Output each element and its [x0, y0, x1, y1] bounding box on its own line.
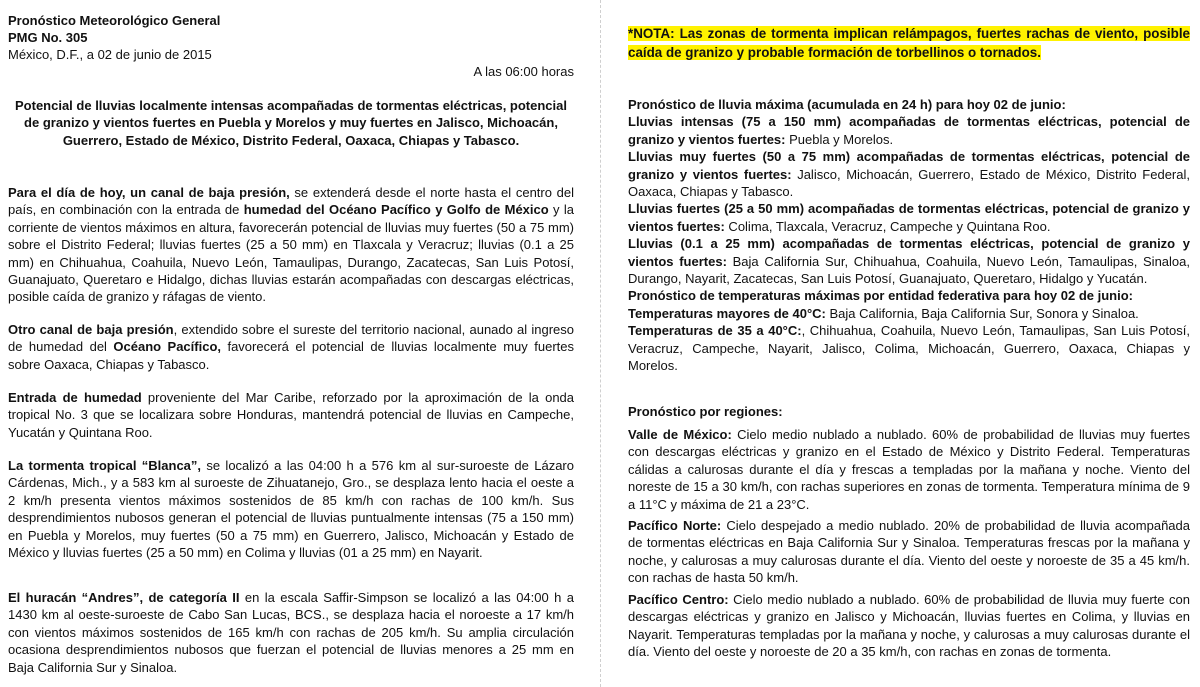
- paragraph-text: se extenderá desde el norte hasta el centro del país, en combinación con la entrada de: [8, 185, 574, 218]
- paragraph-text: , extendido sobre el sureste del territorio nacional, aunado al ingreso de humedad del: [8, 322, 575, 355]
- paragraph-text: y la corriente de vientos máximos en altura, favorecerán potencial de lluvias muy fuertes (50 a 75 mm) sobre el Distrito Federal; lluvias fuertes (25 a 50 mm) en Tlaxcala y Veracruz; lluvias (0.1 a 25 mm) en Chihuahua, Coahuila, Nuevo León, Tamaulipas, Durango, Zacatecas, San Luis Potosí, Guanajuato, Queretaro e Hidalgo, dichas lluvias estarán acompañadas con descargas eléctricas, posible caída de granizo y ráfagas de viento.: [8, 202, 575, 305]
- paragraph-text: proveniente del Mar Caribe, reforzado por la aproximación de la onda tropical No. 3 que se localizara sobre Honduras, mantendrá potencial de lluvias en Campeche, Yucatán y Quintana Roo.: [8, 390, 575, 440]
- regions-section: [628, 403, 1190, 420]
- region-pacifico-norte: Pacífico Norte: Cielo despejado a medio nublado. 20% de probabilidad de lluvia acompañada de tormentas eléctricas en Baja California Sur y Sinaloa. Temperaturas frescas por la mañana y noche, y calurosas a muy calurosas durante el día. Viento del oeste y noroeste de 35 a 45 km/h. con rachas de hasta 50 km/h.: [628, 518, 1190, 586]
- paragraph-lead: La tormenta tropical “Blanca”,: [8, 458, 202, 473]
- paragraph-emphasis: humedad del Océano Pacífico y Golfo de México: [243, 202, 549, 218]
- regions-title: Pronóstico por regiones:: [628, 404, 783, 419]
- temperature-forecast-title: Pronóstico de temperaturas máximas por entidad federativa para hoy 02 de junio:: [628, 288, 1133, 304]
- paragraph-lead: El huracán “Andres”, de categoría II: [8, 590, 240, 605]
- document-number: PMG No. 305: [8, 30, 88, 45]
- paragraph-lead: Para el día de hoy, un canal de baja presión,: [8, 185, 290, 200]
- rain-forecast-item: Lluvias (0.1 a 25 mm) acompañadas de tormentas eléctricas, potencial de granizo y vientos fuertes: Baja California Sur, Chihuahua, Coahuila, Nuevo León, Tamaulipas, Sinaloa, Durango, Nayarit, Zacatecas, San Luis Potosí, Guanajuato, Queretaro, Hidalgo y Yucatán.: [628, 236, 1190, 287]
- region-valle-de-mexico: Valle de México: Cielo medio nublado a nublado. 60% de probabilidad de lluvias muy fuertes con descargas eléctricas y granizo en el Estado de México y Distrito Federal. Temperaturas cálidas a calurosas durante el día y frescas a templadas por la mañana y noche. Viento del noreste de 15 a 30 km/h, con rachas superiores en zonas de tormenta. Temperatura mínima de 9 a 11°C y máxima de 21 a 23°C.: [628, 427, 1190, 512]
- document-title: Pronóstico Meteorológico General: [8, 13, 221, 28]
- paragraph-emphasis: Océano Pacífico,: [113, 339, 221, 355]
- paragraph-tropical-storm-blanca: [8, 457, 574, 561]
- paragraph-text: se localizó a las 04:00 h a 576 km al sur-suroeste de Lázaro Cárdenas, Mich., y a 583 km al suroeste de Zihuatanejo, Gro., se desplaza lento hacia el oeste a 2 km/h presenta vientos máximos sostenidos de 85 km/h con rachas de 100 km/h. Sus desprendimientos nubosos generan el potencial de lluvias puntualmente intensas (75 a 150 mm) en Puebla y Morelos, muy fuertes (50 a 75 mm) en Guerrero, Jalisco, Michoacán y Estado de México y lluvias fuertes (25 a 50 mm) en Colima y lluvias (01 a 25 mm) en Nayarit.: [8, 458, 574, 561]
- storm-note: [628, 24, 1190, 63]
- rain-forecast-item: Lluvias fuertes (25 a 50 mm) acompañadas de tormentas eléctricas, potencial de granizo y vientos fuertes: Colima, Tlaxcala, Veracruz, Campeche y Quintana Roo.: [628, 201, 1190, 234]
- rain-forecast-section: [628, 96, 1190, 375]
- paragraph-humidity: [8, 389, 574, 441]
- temperature-forecast-item: Temperaturas de 35 a 40°C:, Chihuahua, Coahuila, Nuevo León, Tamaulipas, San Luis Potosí, Veracruz, Campeche, Nayarit, Jalisco, Colima, Michoacán, Guerrero, Oaxaca, Chiapas y Morelos.: [628, 323, 1190, 374]
- paragraph-lead: Entrada de humedad: [8, 390, 142, 405]
- paragraph-lead: Otro canal de baja presión: [8, 322, 174, 337]
- temperature-forecast-item: Temperaturas mayores de 40°C: Baja California, Baja California Sur, Sonora y Sinaloa.: [628, 305, 1139, 321]
- left-column: [8, 0, 574, 687]
- paragraph-text: favorecerá el potencial de lluvias localmente muy fuertes sobre Oaxaca, Chiapas y Tabasco.: [8, 339, 574, 372]
- rain-forecast-item: Lluvias intensas (75 a 150 mm) acompañadas de tormentas eléctricas, potencial de granizo y vientos fuertes: Puebla y Morelos.: [628, 114, 1190, 147]
- issue-time: A las 06:00 horas: [473, 64, 574, 79]
- column-divider: [600, 0, 601, 687]
- paragraph-low-pressure-channel: [8, 184, 574, 306]
- region-pacifico-centro: Pacífico Centro: Cielo medio nublado a nublado. 60% de probabilidad de lluvia muy fuerte con descargas eléctricas y granizo en Jalisco y Michoacán, lluvias fuertes en Colima, y lluvias en Nayarit. Temperaturas templadas por la mañana y noche, y calurosas a muy calurosas durante el día. Viento del oeste y noroeste de 20 a 35 km/h, con rachas en zonas de tormenta.: [628, 592, 1190, 660]
- paragraph-hurricane-andres: [8, 589, 574, 676]
- paragraph-second-channel: [8, 321, 574, 373]
- paragraph-text: en la escala Saffir-Simpson se localizó a las 04:00 h a 1430 km al oeste-suroeste de Cabo San Lucas, BCS., se desplaza hacia el noroeste a 17 km/h con vientos máximos sostenidos de 165 km/h con rachas de 205 km/h. Su amplia circulación ocasiona desprendimientos nubosos que fuerzan el potencial de lluvias menores a 25 mm en Baja California Sur y Sinaloa.: [8, 590, 574, 675]
- right-column: [628, 0, 1190, 687]
- storm-note-highlight: *NOTA: Las zonas de tormenta implican relámpagos, fuertes rachas de viento, posible caída de granizo y probable formación de torbellinos o tornados.: [628, 26, 1190, 61]
- place-date: México, D.F., a 02 de junio de 2015: [8, 47, 212, 62]
- rain-forecast-item: Lluvias muy fuertes (50 a 75 mm) acompañadas de tormentas eléctricas, potencial de granizo y vientos fuertes: Jalisco, Michoacán, Guerrero, Estado de México, Distrito Federal, Oaxaca, Chiapas y Tabasco.: [628, 149, 1190, 200]
- rain-forecast-title: Pronóstico de lluvia máxima (acumulada en 24 h) para hoy 02 de junio:: [628, 97, 1066, 112]
- summary-headline: Potencial de lluvias localmente intensas acompañadas de tormentas eléctricas, potencial de granizo y vientos fuertes en Puebla y Morelos y muy fuertes en Jalisco, Michoacán, Guerrero, Estado de México, Distrito Federal, Oaxaca, Chiapas y Tabasco.: [15, 98, 567, 148]
